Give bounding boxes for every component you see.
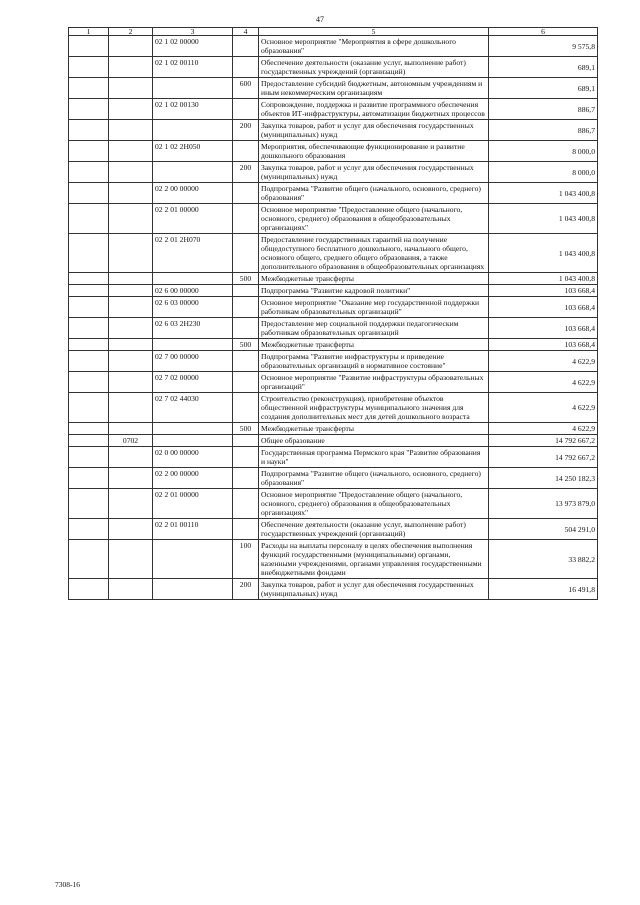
cell-expense-type-code: 100 <box>233 540 259 579</box>
cell-col-1 <box>69 297 109 318</box>
table-row <box>69 372 598 393</box>
header-col-3: 3 <box>153 28 233 36</box>
cell-expense-type-code <box>233 36 259 57</box>
cell-target-article-code <box>153 423 233 435</box>
cell-expense-type-code <box>233 285 259 297</box>
cell-section-code <box>109 351 153 372</box>
table-row <box>69 162 598 183</box>
cell-item-name: Обеспечение деятельности (оказание услуг, выполнение работ) государственных учреждений (организаций) <box>259 519 489 540</box>
cell-target-article-code: 02 2 01 2Н070 <box>153 234 233 273</box>
cell-item-name: Предоставление мер социальной поддержки педагогическим работникам образовательных организаций <box>259 318 489 339</box>
cell-section-code <box>109 141 153 162</box>
cell-col-1 <box>69 447 109 468</box>
cell-target-article-code: 02 1 02 00130 <box>153 99 233 120</box>
cell-col-1 <box>69 579 109 600</box>
cell-expense-type-code <box>233 57 259 78</box>
cell-section-code <box>109 99 153 120</box>
cell-amount: 8 000,0 <box>489 141 598 162</box>
cell-col-1 <box>69 57 109 78</box>
cell-target-article-code: 02 1 02 00110 <box>153 57 233 78</box>
cell-expense-type-code: 200 <box>233 162 259 183</box>
cell-item-name: Межбюджетные трансферты <box>259 339 489 351</box>
cell-expense-type-code <box>233 234 259 273</box>
cell-expense-type-code <box>233 393 259 423</box>
cell-amount: 14 792 667,2 <box>489 435 598 447</box>
table-row <box>69 234 598 273</box>
cell-expense-type-code: 200 <box>233 579 259 600</box>
cell-expense-type-code <box>233 183 259 204</box>
page-number: 47 <box>316 15 324 24</box>
cell-target-article-code: 02 7 00 00000 <box>153 351 233 372</box>
cell-target-article-code <box>153 435 233 447</box>
table-row <box>69 318 598 339</box>
table-row <box>69 339 598 351</box>
table-row <box>69 99 598 120</box>
cell-item-name: Расходы на выплаты персоналу в целях обеспечения выполнения функций государственными (муниципальными) органами, казенными учреждениями, органами управления государственными внебюджетными фондами <box>259 540 489 579</box>
header-col-1: 1 <box>69 28 109 36</box>
table-row <box>69 57 598 78</box>
cell-amount: 1 043 400,8 <box>489 183 598 204</box>
cell-expense-type-code: 200 <box>233 120 259 141</box>
cell-expense-type-code <box>233 372 259 393</box>
cell-section-code <box>109 372 153 393</box>
cell-item-name: Общее образование <box>259 435 489 447</box>
cell-col-1 <box>69 351 109 372</box>
cell-amount: 9 575,8 <box>489 36 598 57</box>
cell-amount: 103 668,4 <box>489 285 598 297</box>
cell-amount: 4 622,9 <box>489 372 598 393</box>
cell-item-name: Государственная программа Пермского края "Развитие образования и науки" <box>259 447 489 468</box>
cell-col-1 <box>69 273 109 285</box>
cell-section-code <box>109 393 153 423</box>
cell-item-name: Основное мероприятие "Мероприятия в сфере дошкольного образования" <box>259 36 489 57</box>
cell-col-1 <box>69 183 109 204</box>
cell-amount: 886,7 <box>489 99 598 120</box>
cell-expense-type-code <box>233 435 259 447</box>
cell-expense-type-code <box>233 468 259 489</box>
cell-target-article-code: 02 2 00 00000 <box>153 183 233 204</box>
cell-item-name: Сопровождение, поддержка и развитие программного обеспечения объектов ИТ-инфраструктуры, автоматизации бюджетных процессов <box>259 99 489 120</box>
cell-target-article-code <box>153 339 233 351</box>
cell-section-code <box>109 318 153 339</box>
cell-amount: 103 668,4 <box>489 297 598 318</box>
table-body <box>69 36 598 600</box>
cell-amount: 33 882,2 <box>489 540 598 579</box>
cell-amount: 504 291,0 <box>489 519 598 540</box>
cell-item-name: Межбюджетные трансферты <box>259 273 489 285</box>
cell-section-code <box>109 579 153 600</box>
table-row <box>69 579 598 600</box>
cell-item-name: Основное мероприятие "Предоставление общего (начального, основного, среднего) образования в общеобразовательных организациях" <box>259 204 489 234</box>
cell-section-code: 0702 <box>109 435 153 447</box>
cell-item-name: Предоставление субсидий бюджетным, автономным учреждениям и иным некоммерческим организациям <box>259 78 489 99</box>
cell-col-1 <box>69 162 109 183</box>
cell-col-1 <box>69 435 109 447</box>
cell-target-article-code: 02 2 01 00000 <box>153 204 233 234</box>
cell-section-code <box>109 183 153 204</box>
cell-item-name: Подпрограмма "Развитие общего (начального, основного, среднего) образования" <box>259 468 489 489</box>
cell-expense-type-code <box>233 297 259 318</box>
cell-col-1 <box>69 423 109 435</box>
cell-expense-type-code <box>233 141 259 162</box>
cell-item-name: Закупка товаров, работ и услуг для обеспечения государственных (муниципальных) нужд <box>259 162 489 183</box>
cell-target-article-code: 02 0 00 00000 <box>153 447 233 468</box>
cell-item-name: Межбюджетные трансферты <box>259 423 489 435</box>
cell-section-code <box>109 120 153 141</box>
cell-item-name: Подпрограмма "Развитие кадровой политики" <box>259 285 489 297</box>
table-row <box>69 273 598 285</box>
cell-target-article-code: 02 7 02 00000 <box>153 372 233 393</box>
header-col-2: 2 <box>109 28 153 36</box>
cell-amount: 103 668,4 <box>489 339 598 351</box>
document-code: 7308-16 <box>55 880 80 889</box>
cell-amount: 14 792 667,2 <box>489 447 598 468</box>
cell-section-code <box>109 285 153 297</box>
cell-section-code <box>109 78 153 99</box>
cell-amount: 16 491,8 <box>489 579 598 600</box>
cell-col-1 <box>69 519 109 540</box>
cell-target-article-code <box>153 579 233 600</box>
cell-section-code <box>109 540 153 579</box>
cell-col-1 <box>69 489 109 519</box>
table-row <box>69 519 598 540</box>
cell-col-1 <box>69 393 109 423</box>
cell-item-name: Закупка товаров, работ и услуг для обеспечения государственных (муниципальных) нужд <box>259 120 489 141</box>
cell-col-1 <box>69 204 109 234</box>
cell-target-article-code <box>153 540 233 579</box>
cell-section-code <box>109 162 153 183</box>
cell-expense-type-code <box>233 99 259 120</box>
cell-section-code <box>109 234 153 273</box>
table-row <box>69 183 598 204</box>
table-row <box>69 297 598 318</box>
cell-item-name: Основное мероприятие "Развитие инфраструктуры образовательных организаций" <box>259 372 489 393</box>
cell-amount: 4 622,9 <box>489 393 598 423</box>
cell-amount: 4 622,9 <box>489 351 598 372</box>
cell-col-1 <box>69 468 109 489</box>
table-row <box>69 351 598 372</box>
cell-section-code <box>109 519 153 540</box>
table-row <box>69 204 598 234</box>
cell-expense-type-code <box>233 318 259 339</box>
table-row <box>69 435 598 447</box>
cell-section-code <box>109 273 153 285</box>
cell-col-1 <box>69 78 109 99</box>
cell-target-article-code: 02 7 02 44030 <box>153 393 233 423</box>
cell-col-1 <box>69 339 109 351</box>
cell-item-name: Подпрограмма "Развитие инфраструктуры и приведение образовательных организаций в нормативное состояние" <box>259 351 489 372</box>
cell-target-article-code <box>153 78 233 99</box>
cell-expense-type-code: 500 <box>233 273 259 285</box>
cell-item-name: Основное мероприятие "Предоставление общего (начального, основного, среднего) образования в общеобразовательных организациях" <box>259 489 489 519</box>
cell-target-article-code <box>153 162 233 183</box>
cell-target-article-code: 02 1 02 2Н050 <box>153 141 233 162</box>
cell-target-article-code: 02 6 03 00000 <box>153 297 233 318</box>
cell-target-article-code: 02 1 02 00000 <box>153 36 233 57</box>
cell-section-code <box>109 339 153 351</box>
cell-amount: 4 622,9 <box>489 423 598 435</box>
cell-target-article-code: 02 6 00 00000 <box>153 285 233 297</box>
cell-amount: 103 668,4 <box>489 318 598 339</box>
cell-col-1 <box>69 234 109 273</box>
table-row <box>69 468 598 489</box>
cell-expense-type-code <box>233 447 259 468</box>
cell-amount: 1 043 400,8 <box>489 273 598 285</box>
cell-col-1 <box>69 285 109 297</box>
cell-target-article-code: 02 2 01 00000 <box>153 489 233 519</box>
cell-expense-type-code: 500 <box>233 339 259 351</box>
cell-expense-type-code: 500 <box>233 423 259 435</box>
table-row <box>69 489 598 519</box>
cell-section-code <box>109 36 153 57</box>
budget-table <box>68 27 598 600</box>
cell-item-name: Мероприятия, обеспечивающие функционирование и развитие дошкольного образования <box>259 141 489 162</box>
table-row <box>69 141 598 162</box>
cell-item-name: Основное мероприятие "Оказание мер государственной поддержки работникам образовательных организаций" <box>259 297 489 318</box>
cell-target-article-code <box>153 273 233 285</box>
cell-amount: 886,7 <box>489 120 598 141</box>
table-row <box>69 447 598 468</box>
table-row <box>69 36 598 57</box>
cell-section-code <box>109 423 153 435</box>
cell-section-code <box>109 204 153 234</box>
cell-target-article-code: 02 2 01 00110 <box>153 519 233 540</box>
cell-section-code <box>109 468 153 489</box>
cell-section-code <box>109 489 153 519</box>
cell-amount: 1 043 400,8 <box>489 234 598 273</box>
cell-col-1 <box>69 318 109 339</box>
table-row <box>69 285 598 297</box>
table-row <box>69 393 598 423</box>
cell-col-1 <box>69 141 109 162</box>
cell-col-1 <box>69 99 109 120</box>
header-col-6: 6 <box>489 28 598 36</box>
cell-section-code <box>109 297 153 318</box>
cell-expense-type-code <box>233 489 259 519</box>
cell-amount: 1 043 400,8 <box>489 204 598 234</box>
cell-amount: 689,1 <box>489 78 598 99</box>
table-row <box>69 78 598 99</box>
header-col-4: 4 <box>233 28 259 36</box>
cell-amount: 14 250 182,3 <box>489 468 598 489</box>
cell-target-article-code: 02 2 00 00000 <box>153 468 233 489</box>
cell-amount: 13 973 879,0 <box>489 489 598 519</box>
table-row <box>69 120 598 141</box>
header-col-5: 5 <box>259 28 489 36</box>
cell-item-name: Закупка товаров, работ и услуг для обеспечения государственных (муниципальных) нужд <box>259 579 489 600</box>
cell-col-1 <box>69 120 109 141</box>
table-row <box>69 540 598 579</box>
cell-expense-type-code <box>233 351 259 372</box>
cell-item-name: Подпрограмма "Развитие общего (начального, основного, среднего) образования" <box>259 183 489 204</box>
cell-col-1 <box>69 372 109 393</box>
cell-item-name: Предоставление государственных гарантий на получение общедоступного бесплатного дошкольного, начального общего, основного общего, среднего общего образования, а также дополнительного образования в общеобразовательных организациях <box>259 234 489 273</box>
cell-section-code <box>109 447 153 468</box>
cell-amount: 8 000,0 <box>489 162 598 183</box>
cell-expense-type-code <box>233 204 259 234</box>
cell-target-article-code: 02 6 03 2Н230 <box>153 318 233 339</box>
cell-col-1 <box>69 540 109 579</box>
cell-expense-type-code <box>233 519 259 540</box>
cell-expense-type-code: 600 <box>233 78 259 99</box>
cell-section-code <box>109 57 153 78</box>
cell-item-name: Обеспечение деятельности (оказание услуг, выполнение работ) государственных учреждений (организаций) <box>259 57 489 78</box>
table-row <box>69 423 598 435</box>
cell-target-article-code <box>153 120 233 141</box>
cell-item-name: Строительство (реконструкция), приобретение объектов общественной инфраструктуры муниципального значения для создания дополнительных мест для детей дошкольного возраста <box>259 393 489 423</box>
header-row <box>69 28 598 36</box>
cell-amount: 689,1 <box>489 57 598 78</box>
cell-col-1 <box>69 36 109 57</box>
